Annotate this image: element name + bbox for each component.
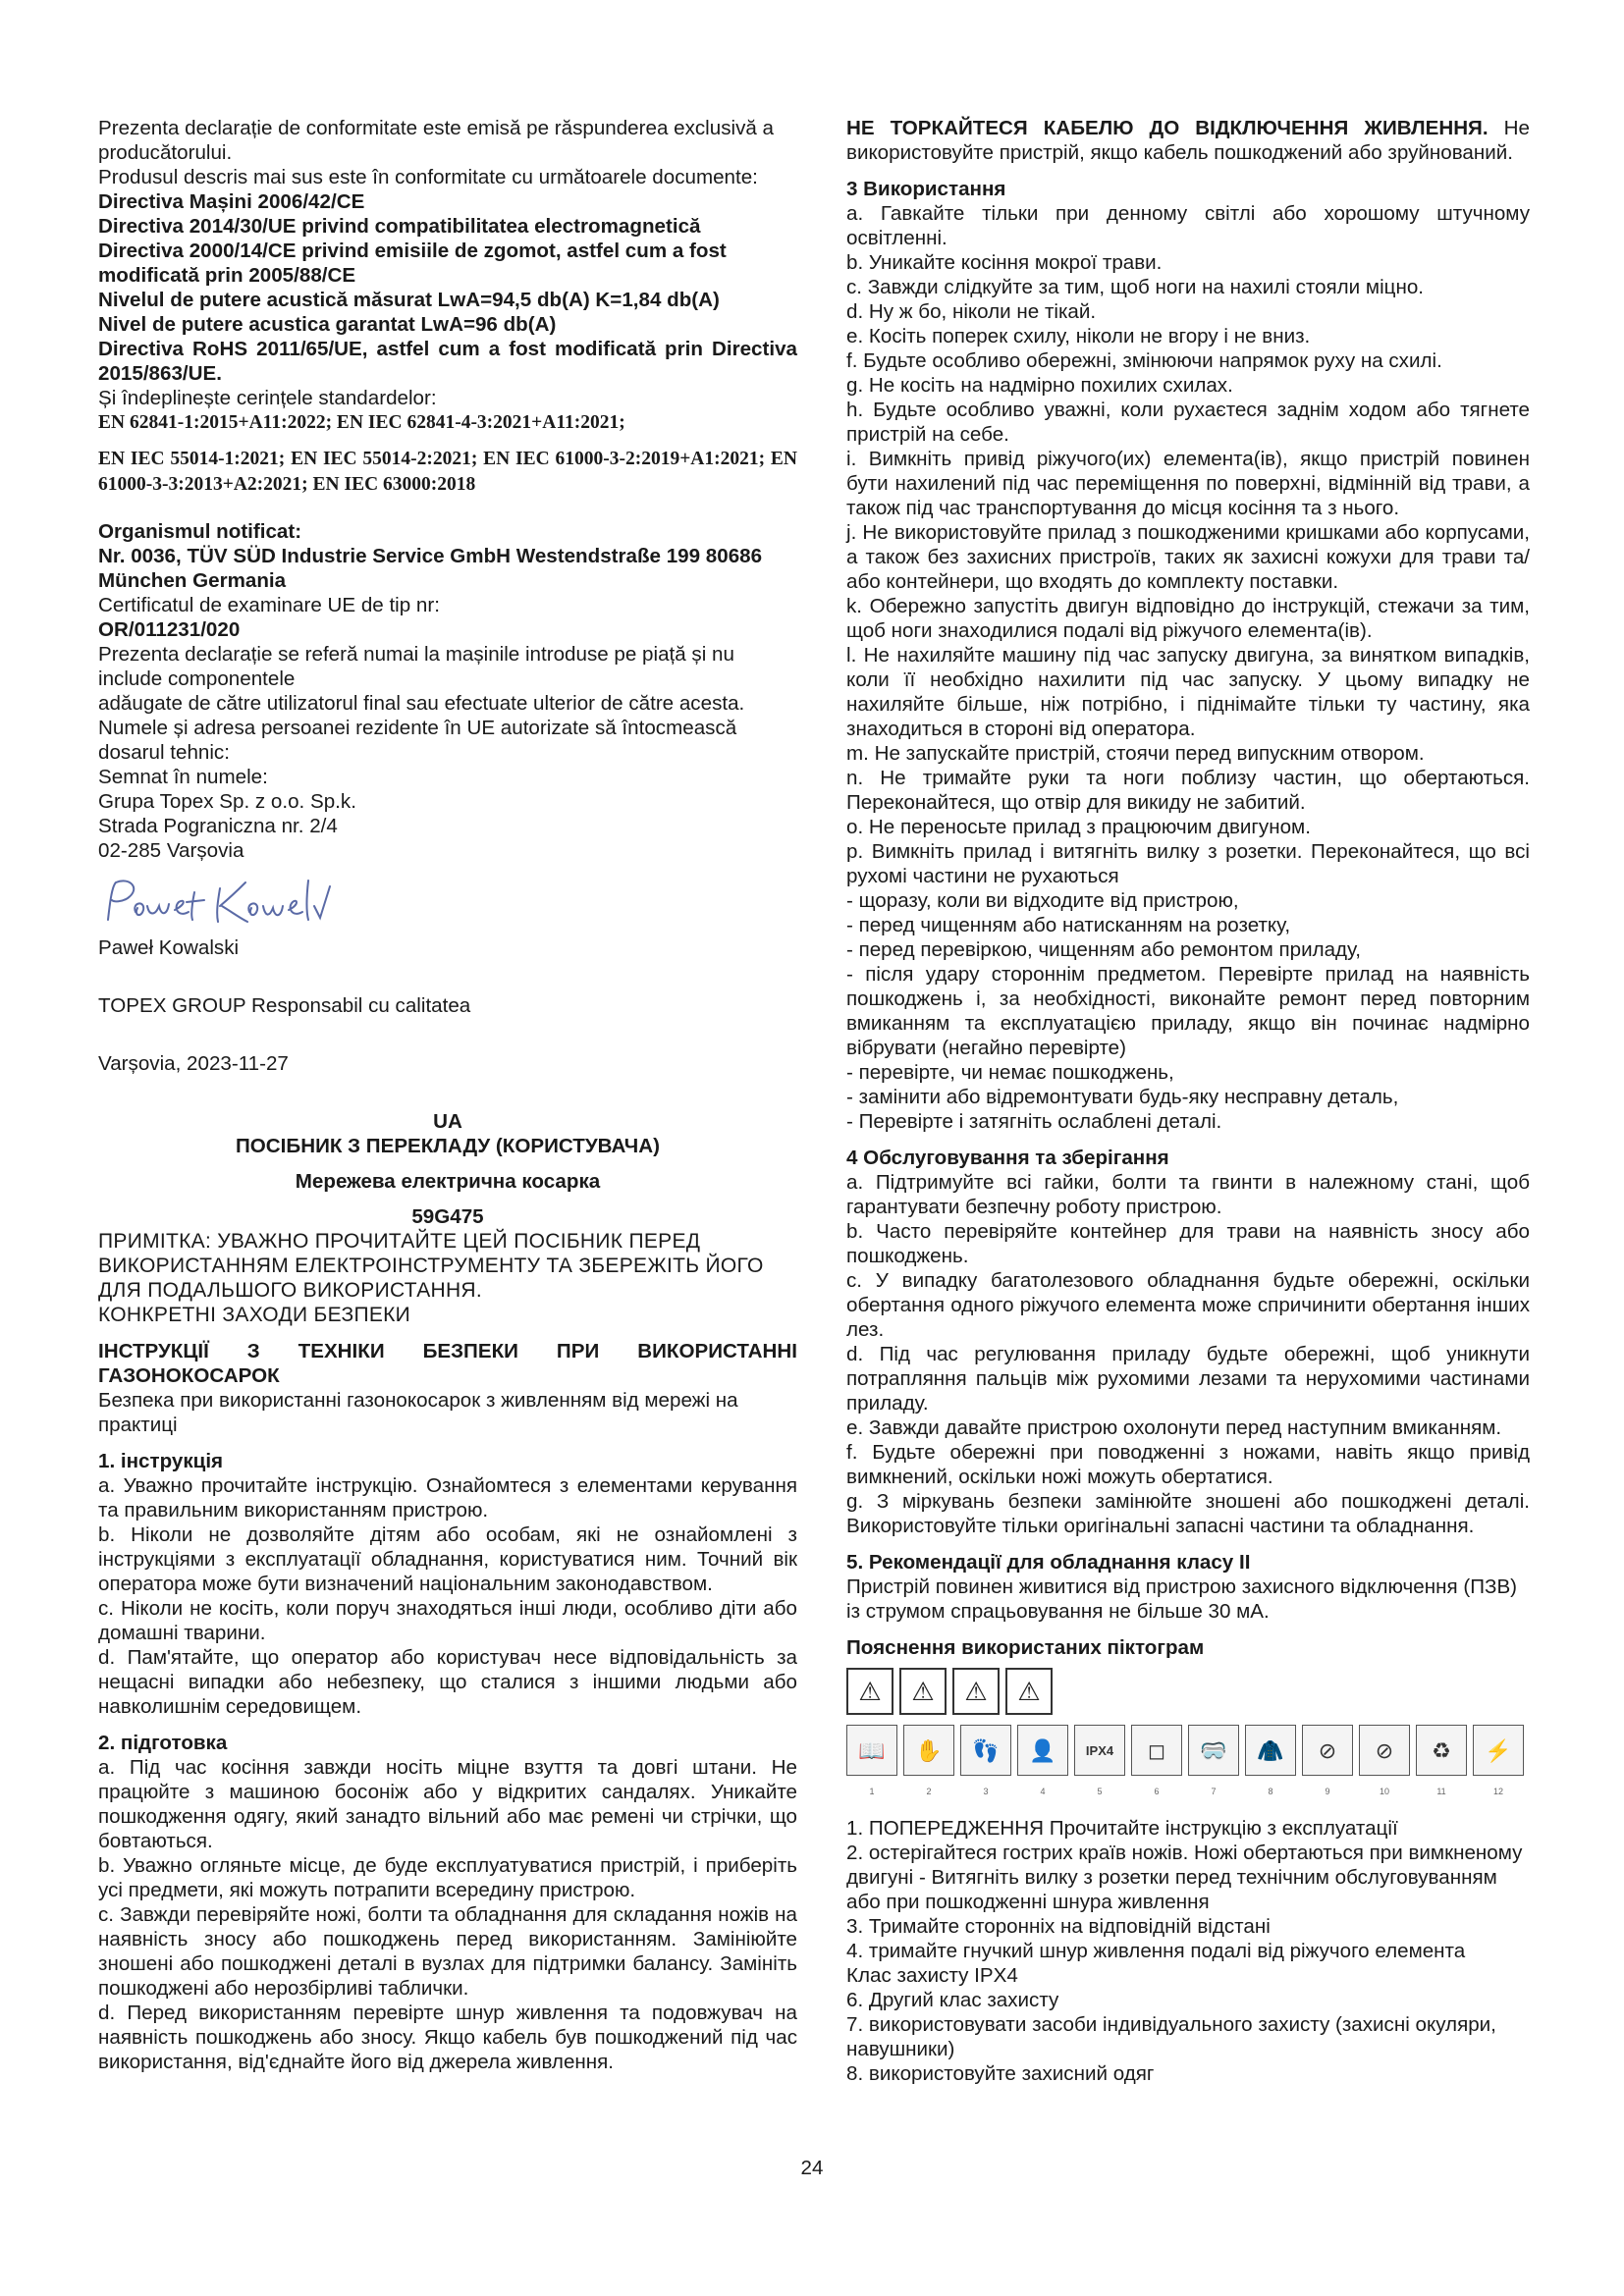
- cord-icon: 👤: [1017, 1725, 1068, 1776]
- section-3-p: p. Вимкніть прилад і витягніть вилку з розетки. Переконайтеся, що всі рухомі частини не рухаються: [846, 840, 1530, 887]
- section-3-d: d. Ну ж бо, ніколи не тікай.: [846, 300, 1097, 323]
- section-3-p-item-4: - після удару стороннім предметом. Перевірте прилад на наявність пошкоджень і, за необхідності, виконайте ремонт перед повторним вмиканням та експлуатацією приладу, якщо він починає надмірно вібрувати (негайно перевірте): [846, 963, 1530, 1059]
- pict-number: 12: [1492, 1787, 1503, 1796]
- pict-legend-2: 2. остерігайтеся гострих країв ножів. Ножі обертаються при вимкненому двигуні - Витягніть вилку з розетки перед технічним обслуговуванням або при пошкодженні шнура живлення: [846, 1842, 1523, 1913]
- section-3-p-item-3: - перед перевіркою, чищенням або ремонтом приладу,: [846, 938, 1362, 961]
- directive-emc: Directiva 2014/30/UE privind compatibilitatea electromagnetică: [98, 215, 701, 238]
- signed-line-4: 02-285 Varșovia: [98, 839, 244, 862]
- section-1-c: c. Ніколи не косіть, коли поруч знаходяться інші люди, особливо діти або домашні тварини.: [98, 1597, 797, 1644]
- signed-line-1: Semnat în numele:: [98, 766, 268, 788]
- class-ii-icon: ◻: [1131, 1725, 1182, 1776]
- goggles-icon: 🥽: [1188, 1725, 1239, 1776]
- pict-number: 10: [1379, 1787, 1389, 1796]
- left-column: [98, 116, 797, 2074]
- section-2-b: b. Уважно огляньте місце, де буде експлуатуватися пристрій, і приберіть усі предмети, які можуть потрапити всередину пристрою.: [98, 1854, 797, 1901]
- declaration-line-1: Prezenta declarație se referă numai la mașinile introduse pe piață și nu include componentele: [98, 643, 734, 690]
- section-3-l: l. Не нахиляйте машину під час запуску двигуна, за винятком випадків, коли її необхідно нахилити під час запуску. У цьому випадку не нахиляйте більше, ніж потрібно, і піднімайте тільки ту частину, яка знаходиться в стороні від оператора.: [846, 644, 1530, 740]
- prohibition-icon: ⊘: [1302, 1725, 1353, 1776]
- section-3-p-item-6: - замінити або відремонтувати будь-яку несправну деталь,: [846, 1086, 1399, 1108]
- safety-title: ІНСТРУКЦІЇ З ТЕХНІКИ БЕЗПЕКИ ПРИ ВИКОРИСТАННІ ГАЗОНОКОСАРОК: [98, 1340, 797, 1387]
- section-2-c: c. Завжди перевіряйте ножі, болти та обладнання для складання ножів на наявність зносу або пошкоджень перед використанням. Замініюйте зношені або пошкоджені деталі в вузлах для підтримки балансу. Замініть пошкоджені або нерозбірливі таблички.: [98, 1903, 797, 2000]
- guaranteed-sound-power: Nivel de putere acustica garantat LwA=96 db(A): [98, 313, 557, 336]
- pict-legend-4: 4. тримайте гнучкий шнур живлення подалі від ріжучого елемента: [846, 1940, 1466, 1962]
- section-4-a: a. Підтримуйте всі гайки, болти та гвинти в належному стані, щоб гарантувати безпечну роботу пристрою.: [846, 1171, 1530, 1218]
- note-line-1: ПРИМІТКА: УВАЖНО ПРОЧИТАЙТЕ ЦЕЙ ПОСІБНИК ПЕРЕД: [98, 1230, 701, 1253]
- directive-machinery: Directiva Mașini 2006/42/CE: [98, 190, 365, 213]
- note-line-4: КОНКРЕТНІ ЗАХОДИ БЕЗПЕКИ: [98, 1304, 411, 1326]
- notified-body: Nr. 0036, TÜV SÜD Industrie Service GmbH Westendstraße 199 80686 München Germania: [98, 545, 763, 592]
- pictogram-strip: [846, 1668, 1530, 1804]
- slope-icon: ⚡: [1473, 1725, 1524, 1776]
- section-3-e: e. Косіть поперек схилу, ніколи не вгору і не вниз.: [846, 325, 1311, 347]
- pict-legend-6: 6. Другий клас захисту: [846, 1989, 1059, 2011]
- pict-number: 7: [1211, 1787, 1217, 1796]
- pict-legend-8: 8. використовуйте захисний одяг: [846, 2062, 1155, 2085]
- section-3-b: b. Уникайте косіння мокрої трави.: [846, 251, 1163, 274]
- section-3-p-item-2: - перед чищенням або натисканням на розетку,: [846, 914, 1291, 936]
- certificate-label: Certificatul de examinare UE de tip nr:: [98, 594, 440, 616]
- section-3-title: 3 Використання: [846, 178, 1006, 200]
- pict-legend-5: Клас захисту IPX4: [846, 1964, 1018, 1987]
- cable-warning-rest: Не використовуйте пристрій, якщо кабель пошкоджений або зруйнований.: [846, 117, 1530, 164]
- section-3-f: f. Будьте особливо обережні, змінюючи напрямок руху на схилі.: [846, 349, 1442, 372]
- section-3-i: i. Вимкніть привід ріжучого(их) елемента(ів), якщо пристрій повинен бути нахилений під час переміщення по поверхні, відмінній від трави, а також під час транспортування до місця косіння та з нього.: [846, 448, 1530, 519]
- section-1-b: b. Ніколи не дозволяйте дітям або особам, які не ознайомлені з інструкціями з експлуатації обладнання, користуватися ним. Точний вік оператора може бути визначений національним законодавством.: [98, 1523, 797, 1595]
- section-3-m: m. Не запускайте пристрій, стоячи перед випускним отвором.: [846, 742, 1425, 765]
- section-3-k: k. Обережно запустіть двигун відповідно до інструкцій, стежачи за тим, щоб ноги знаходилися подалі від ріжучого елемента(ів).: [846, 595, 1530, 642]
- section-3-o: o. Не переносьте прилад з працюючим двигуном.: [846, 816, 1311, 838]
- ua-title: ПОСІБНИК З ПЕРЕКЛАДУ (КОРИСТУВАЧА): [235, 1135, 660, 1157]
- pict-number: 9: [1325, 1787, 1330, 1796]
- certificate-number: OR/011231/020: [98, 618, 241, 641]
- warning-triangle-icon: ⚠: [846, 1668, 893, 1715]
- right-column: [846, 116, 1530, 2086]
- signature: [102, 873, 338, 930]
- pict-number: 4: [1040, 1787, 1046, 1796]
- section-4-d: d. Під час регулювання приладу будьте обережні, щоб уникнути потрапляння пальців між рухомими лезами та нерухомими частинами приладу.: [846, 1343, 1530, 1415]
- note-line-2: ВИКОРИСТАННЯМ ЕЛЕКТРОІНСТРУМЕНТУ ТА ЗБЕРЕЖІТЬ ЙОГО: [98, 1255, 764, 1277]
- bystander-warning-icon: ⚠: [952, 1668, 1000, 1715]
- section-3-a: a. Гавкайте тільки при денному світлі або хорошому штучному освітленні.: [846, 202, 1530, 249]
- pict-legend-1: 1. ПОПЕРЕДЖЕННЯ Прочитайте інструкцію з експлуатації: [846, 1817, 1398, 1840]
- section-2-d: d. Перед використанням перевірте шнур живлення та подовжувач на наявність пошкоджень або зносу. Якщо кабель був пошкоджений під час використання, від'єднайте його від джерела живлення.: [98, 2002, 797, 2073]
- section-4-e: e. Завжди давайте пристрою охолонути перед наступним вмиканням.: [846, 1416, 1502, 1439]
- model-number: 59G475: [411, 1205, 484, 1228]
- section-3-g: g. Не косіть на надмірно похилих схилах.: [846, 374, 1233, 397]
- pict-number: 11: [1436, 1787, 1446, 1796]
- standards-intro: Și îndeplinește cerințele standardelor:: [98, 387, 437, 409]
- note-line-3: ДЛЯ ПОДАЛЬШОГО ВИКОРИСТАННЯ.: [98, 1279, 483, 1302]
- pict-number: 2: [926, 1787, 932, 1796]
- declaration-line-2: adăugate de către utilizatorul final sau efectuate ulterior de către acesta.: [98, 692, 745, 715]
- section-3-p-item-7: - Перевірте і затягніть ослаблені деталі.: [846, 1110, 1222, 1133]
- section-1-title: 1. інструкція: [98, 1450, 224, 1472]
- section-2-a: a. Під час косіння завжди носіть міцне взуття та довгі штани. Не працюйте з машиною босоніж або у відкритих сандалях. Уникайте пошкодження одягу, який занадто вільний або має ремені чи стрічки, що бовтаються.: [98, 1756, 797, 1852]
- hand-blade-icon: ✋: [903, 1725, 954, 1776]
- section-4-b: b. Часто перевіряйте контейнер для трави на наявність зносу або пошкоджень.: [846, 1220, 1530, 1267]
- cord-warning-icon: ⚠: [1005, 1668, 1053, 1715]
- place-date: Varșovia, 2023-11-27: [98, 1052, 289, 1075]
- section-1-d: d. Пам'ятайте, що оператор або користувач несе відповідальність за нещасні випадки або небезпеку, що сталися з іншими людьми або навколишнім середовищем.: [98, 1646, 797, 1718]
- safety-intro: Безпека при використанні газонокосарок з живленням від мережі на практиці: [98, 1389, 738, 1436]
- protective-clothing-icon: 🧥: [1245, 1725, 1296, 1776]
- section-1-a: a. Уважно прочитайте інструкцію. Ознайомтеся з елементами керування та правильним використанням пристрою.: [98, 1474, 797, 1522]
- section-3-c: c. Завжди слідкуйте за тим, щоб ноги на нахилі стояли міцно.: [846, 276, 1424, 298]
- pict-legend-7: 7. використовувати засоби індивідуального захисту (захисні окуляри, навушники): [846, 2013, 1496, 2060]
- section-3-h: h. Будьте особливо уважні, коли рухаєтеся заднім ходом або тягнете пристрій на себе.: [846, 399, 1530, 446]
- measured-sound-power: Nivelul de putere acustică măsurat LwA=94,5 db(A) K=1,84 db(A): [98, 289, 720, 311]
- pict-number: 1: [869, 1787, 875, 1796]
- product-name: Мережева електрична косарка: [295, 1170, 601, 1193]
- directive-rohs: Directiva RoHS 2011/65/UE, astfel cum a fost modificată prin Directiva 2015/863/UE.: [98, 338, 797, 385]
- pict-number: 5: [1097, 1787, 1103, 1796]
- pict-legend-3: 3. Тримайте сторонніх на відповідній відстані: [846, 1915, 1271, 1938]
- signer-name: Paweł Kowalski: [98, 936, 240, 959]
- intro-line-2: Produsul descris mai sus este în conformitate cu următoarele documente:: [98, 166, 758, 188]
- cable-warning-bold: НЕ ТОРКАЙТЕСЯ КАБЕЛЮ ДО ВІДКЛЮЧЕННЯ ЖИВЛЕННЯ.: [846, 117, 1489, 139]
- distance-icon: 👣: [960, 1725, 1011, 1776]
- pict-number: 6: [1154, 1787, 1160, 1796]
- blade-warning-icon: ⚠: [899, 1668, 947, 1715]
- intro-line-1: Prezenta declarație de conformitate este emisă pe răspunderea exclusivă a producătorului.: [98, 117, 774, 164]
- standards-line-1: EN 62841-1:2015+A11:2022; EN IEC 62841-4-3:2021+A11:2021;: [98, 412, 625, 433]
- directive-noise: Directiva 2000/14/CE privind emisiile de zgomot, astfel cum a fost modificată prin 2005/88/CE: [98, 240, 727, 287]
- notified-body-title: Organismul notificat:: [98, 520, 302, 543]
- recycling-icon: ♻: [1416, 1725, 1467, 1776]
- signer-role: TOPEX GROUP Responsabil cu calitatea: [98, 994, 471, 1017]
- pict-number: 8: [1268, 1787, 1273, 1796]
- page-number: 24: [800, 2157, 824, 2179]
- standards-line-2: EN IEC 55014-1:2021; EN IEC 55014-2:2021; EN IEC 61000-3-2:2019+A1:2021; EN 61000-3-3:2013+A2:2021; EN IEC 63000:2018: [98, 449, 797, 495]
- section-3-p-item-1: - щоразу, коли ви відходите від пристрою,: [846, 889, 1239, 912]
- declaration-line-3: Numele și adresa persoanei rezidente în UE autorizate să întocmească dosarul tehnic:: [98, 717, 737, 764]
- manual-icon: 📖: [846, 1725, 897, 1776]
- section-4-f: f. Будьте обережні при поводженні з ножами, навіть якщо привід вимкнений, оскільки ножі можуть обертатися.: [846, 1441, 1530, 1488]
- cable-warning: [846, 116, 1530, 165]
- section-3-n: n. Не тримайте руки та ноги поблизу частин, що обертаються. Переконайтеся, що отвір для викиду не забитий.: [846, 767, 1530, 814]
- section-4-title: 4 Обслуговування та зберігання: [846, 1147, 1169, 1169]
- prohibition-2-icon: ⊘: [1359, 1725, 1410, 1776]
- section-3-j: j. Не використовуйте прилад з пошкодженими кришками або корпусами, а також без захисних пристроїв, таких як захисні кожухи для трави та/або контейнери, що входять до комплекту поставки.: [846, 521, 1530, 593]
- ua-code: UA: [433, 1110, 462, 1133]
- section-5-text: Пристрій повинен живитися від пристрою захисного відключення (ПЗВ) із струмом спрацьовування не більше 30 мА.: [846, 1575, 1518, 1623]
- pictogram-numbers: [846, 1780, 1530, 1804]
- section-4-g: g. З міркувань безпеки замінюйте зношені або пошкоджені деталі. Використовуйте тільки оригінальні запасні частини та обладнання.: [846, 1490, 1530, 1537]
- signed-line-3: Strada Pograniczna nr. 2/4: [98, 815, 338, 837]
- ipx4-icon: IPX4: [1074, 1725, 1125, 1776]
- section-4-c: c. У випадку багатолезового обладнання будьте обережні, оскільки обертання одного ріжучого елемента може спричинити обертання інших лез.: [846, 1269, 1530, 1341]
- section-5-title: 5. Рекомендації для обладнання класу II: [846, 1551, 1251, 1574]
- section-3-p-item-5: - перевірте, чи немає пошкоджень,: [846, 1061, 1174, 1084]
- signed-line-2: Grupa Topex Sp. z o.o. Sp.k.: [98, 790, 356, 813]
- pict-number: 3: [983, 1787, 989, 1796]
- pictogram-title: Пояснення використаних піктограм: [846, 1636, 1205, 1659]
- section-2-title: 2. підготовка: [98, 1732, 228, 1754]
